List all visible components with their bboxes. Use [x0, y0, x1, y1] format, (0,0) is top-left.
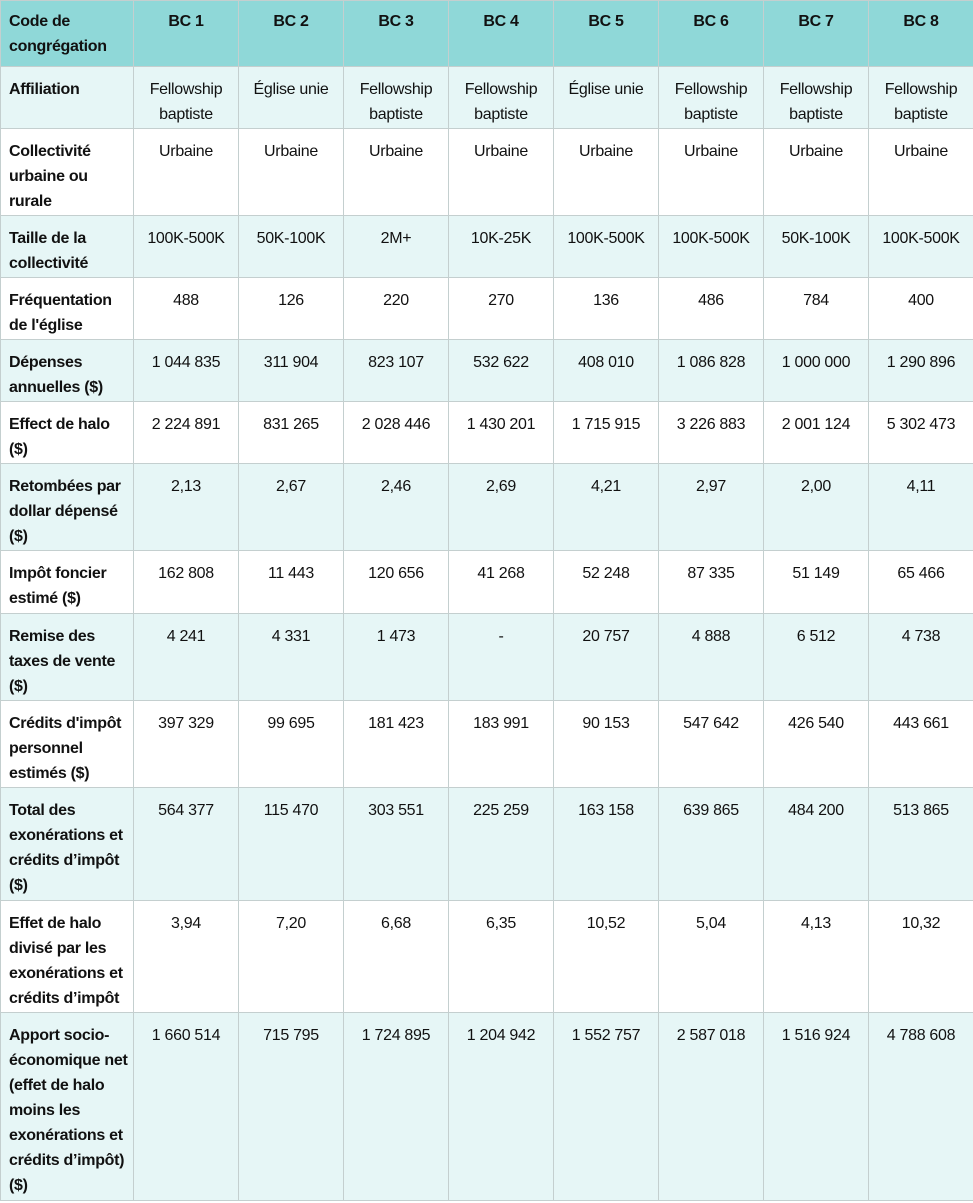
table-cell: 115 470: [239, 788, 344, 901]
table-cell: 100K-500K: [554, 216, 659, 278]
table-cell: 41 268: [449, 551, 554, 614]
table-cell: 181 423: [344, 701, 449, 788]
table-cell: 10K-25K: [449, 216, 554, 278]
header-column-bc3: BC 3: [344, 1, 449, 67]
table-cell: 136: [554, 278, 659, 340]
table-cell: 2 224 891: [134, 402, 239, 464]
table-cell: Urbaine: [344, 129, 449, 216]
table-cell: 513 865: [869, 788, 973, 901]
table-cell: 408 010: [554, 340, 659, 402]
table-cell: 823 107: [344, 340, 449, 402]
table-cell: 51 149: [764, 551, 869, 614]
table-cell: 4 788 608: [869, 1013, 973, 1201]
table-cell: Fellowship baptiste: [764, 67, 869, 129]
row-label: Affiliation: [1, 67, 134, 129]
header-column-bc8: BC 8: [869, 1, 973, 67]
table-row: [1, 67, 973, 129]
table-cell: 311 904: [239, 340, 344, 402]
table-cell: 564 377: [134, 788, 239, 901]
table-cell: 1 044 835: [134, 340, 239, 402]
table-cell: 547 642: [659, 701, 764, 788]
table-cell: 1 000 000: [764, 340, 869, 402]
header-column-bc7: BC 7: [764, 1, 869, 67]
table-cell: 1 430 201: [449, 402, 554, 464]
row-label: Dépenses annuelles ($): [1, 340, 134, 402]
header-column-bc2: BC 2: [239, 1, 344, 67]
table-cell: 2,13: [134, 464, 239, 551]
row-label: Crédits d'impôt personnel estimés ($): [1, 701, 134, 788]
table-cell: 1 473: [344, 614, 449, 701]
table-cell: 270: [449, 278, 554, 340]
table-cell: 639 865: [659, 788, 764, 901]
table-cell: 2,46: [344, 464, 449, 551]
table-cell: 100K-500K: [869, 216, 973, 278]
table-cell: Fellowship baptiste: [344, 67, 449, 129]
table-cell: 303 551: [344, 788, 449, 901]
table-cell: 4 738: [869, 614, 973, 701]
table-cell: 400: [869, 278, 973, 340]
table-cell: Église unie: [554, 67, 659, 129]
table-cell: 1 724 895: [344, 1013, 449, 1201]
table-cell: Urbaine: [554, 129, 659, 216]
table-cell: 397 329: [134, 701, 239, 788]
table-cell: 50K-100K: [764, 216, 869, 278]
table-cell: 100K-500K: [134, 216, 239, 278]
table-cell: Urbaine: [134, 129, 239, 216]
table-cell: 220: [344, 278, 449, 340]
table-cell: 2 587 018: [659, 1013, 764, 1201]
table-cell: 2,67: [239, 464, 344, 551]
table-cell: 532 622: [449, 340, 554, 402]
table-cell: 4 331: [239, 614, 344, 701]
table-cell: 6,35: [449, 901, 554, 1013]
table-row: [1, 340, 973, 402]
table-cell: 426 540: [764, 701, 869, 788]
table-cell: 163 158: [554, 788, 659, 901]
table-cell: 65 466: [869, 551, 973, 614]
row-label: Fréquentation de l'église: [1, 278, 134, 340]
table-row: [1, 278, 973, 340]
table-cell: 87 335: [659, 551, 764, 614]
row-label: Taille de la collectivité: [1, 216, 134, 278]
table-cell: 162 808: [134, 551, 239, 614]
table-row: [1, 402, 973, 464]
table-cell: -: [449, 614, 554, 701]
table-cell: 1 516 924: [764, 1013, 869, 1201]
table-cell: 50K-100K: [239, 216, 344, 278]
table-cell: 488: [134, 278, 239, 340]
table-row: [1, 1013, 973, 1201]
table-cell: 90 153: [554, 701, 659, 788]
table-cell: Fellowship baptiste: [134, 67, 239, 129]
table-cell: 2M+: [344, 216, 449, 278]
table-cell: 20 757: [554, 614, 659, 701]
row-label: Retombées par dollar dépensé ($): [1, 464, 134, 551]
table-cell: 10,32: [869, 901, 973, 1013]
table-cell: 784: [764, 278, 869, 340]
header-column-bc1: BC 1: [134, 1, 239, 67]
table-row: [1, 464, 973, 551]
table-row: [1, 216, 973, 278]
header-column-bc6: BC 6: [659, 1, 764, 67]
table-cell: Urbaine: [449, 129, 554, 216]
row-label: Effet de halo divisé par les exonérations et crédits d’impôt: [1, 901, 134, 1013]
row-label: Impôt foncier estimé ($): [1, 551, 134, 614]
table-cell: Urbaine: [869, 129, 973, 216]
table-cell: 3,94: [134, 901, 239, 1013]
row-label: Collectivité urbaine ou rurale: [1, 129, 134, 216]
table-cell: 5 302 473: [869, 402, 973, 464]
table-cell: 6 512: [764, 614, 869, 701]
table-cell: 1 290 896: [869, 340, 973, 402]
row-label: Apport socio-économique net (effet de halo moins les exonérations et crédits d’impôt) ($): [1, 1013, 134, 1201]
table-row: [1, 129, 973, 216]
table-cell: 1 086 828: [659, 340, 764, 402]
table-cell: Fellowship baptiste: [659, 67, 764, 129]
table-cell: 1 715 915: [554, 402, 659, 464]
table-cell: 2 028 446: [344, 402, 449, 464]
header-column-bc5: BC 5: [554, 1, 659, 67]
table-cell: 1 552 757: [554, 1013, 659, 1201]
table-cell: 2,97: [659, 464, 764, 551]
row-label: Remise des taxes de vente ($): [1, 614, 134, 701]
table-cell: 10,52: [554, 901, 659, 1013]
row-label: Effect de halo ($): [1, 402, 134, 464]
table-cell: 6,68: [344, 901, 449, 1013]
table-row: [1, 901, 973, 1013]
table-cell: 715 795: [239, 1013, 344, 1201]
table-cell: 2 001 124: [764, 402, 869, 464]
table-cell: 120 656: [344, 551, 449, 614]
row-label: Total des exonérations et crédits d’impôt ($): [1, 788, 134, 901]
table-cell: 2,00: [764, 464, 869, 551]
table-cell: 4 888: [659, 614, 764, 701]
table-cell: 99 695: [239, 701, 344, 788]
table-cell: Fellowship baptiste: [449, 67, 554, 129]
header-first-cell: Code de congrégation: [1, 1, 134, 67]
header-column-bc4: BC 4: [449, 1, 554, 67]
table-cell: 484 200: [764, 788, 869, 901]
table-cell: 2,69: [449, 464, 554, 551]
table-cell: Fellowship baptiste: [869, 67, 973, 129]
table-cell: 52 248: [554, 551, 659, 614]
table-cell: 486: [659, 278, 764, 340]
table-cell: 183 991: [449, 701, 554, 788]
header-row: [1, 1, 973, 67]
table-cell: 7,20: [239, 901, 344, 1013]
table-cell: 1 660 514: [134, 1013, 239, 1201]
table-cell: Urbaine: [239, 129, 344, 216]
table-cell: 831 265: [239, 402, 344, 464]
table-row: [1, 614, 973, 701]
table-row: [1, 551, 973, 614]
table-cell: 1 204 942: [449, 1013, 554, 1201]
table-cell: 100K-500K: [659, 216, 764, 278]
table-cell: Église unie: [239, 67, 344, 129]
table-cell: 4 241: [134, 614, 239, 701]
table-row: [1, 788, 973, 901]
table-cell: Urbaine: [659, 129, 764, 216]
table-cell: 5,04: [659, 901, 764, 1013]
table-cell: 4,11: [869, 464, 973, 551]
table-cell: 4,21: [554, 464, 659, 551]
table-cell: 225 259: [449, 788, 554, 901]
table-row: [1, 701, 973, 788]
table-cell: 11 443: [239, 551, 344, 614]
table-cell: 126: [239, 278, 344, 340]
table-cell: 3 226 883: [659, 402, 764, 464]
table-cell: 4,13: [764, 901, 869, 1013]
table-cell: Urbaine: [764, 129, 869, 216]
table-cell: 443 661: [869, 701, 973, 788]
